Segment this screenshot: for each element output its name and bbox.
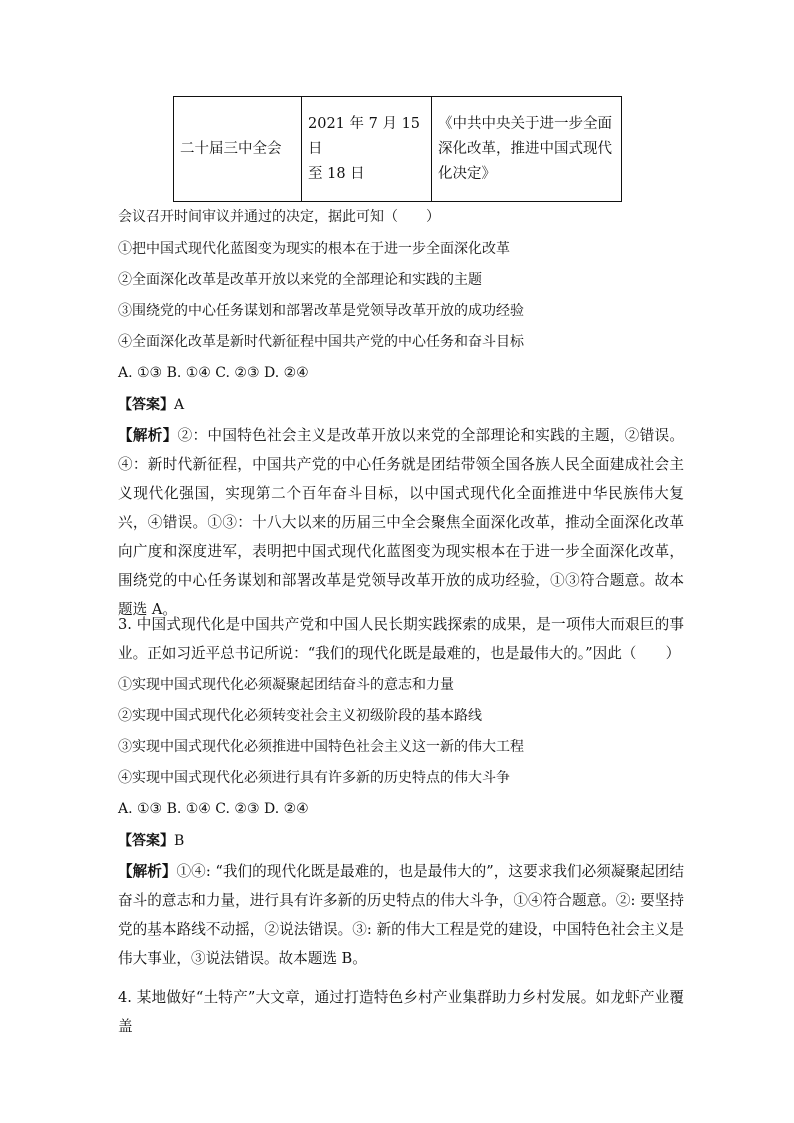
q2-option-2: ②全面深化改革是改革开放以来党的全部理论和实践的主题 (118, 272, 482, 288)
answer-label: 【答案】 (118, 833, 174, 849)
answer-value: A (174, 397, 185, 413)
q3-option-4: ④实现中国式现代化必须进行具有许多新的历史特点的伟大斗争 (118, 770, 510, 786)
q2-option-1: ①把中国式现代化蓝图变为现实的根本在于进一步全面深化改革 (118, 241, 510, 257)
q4-stem: 4. 某地做好“土特产”大文章，通过打造特色乡村产业集群助力乡村发展。如龙虾产业覆盖 (118, 989, 684, 1035)
meeting-document-cell: 《中共中央关于进一步全面深化改革，推进中国式现代化决定》 (432, 97, 622, 202)
analysis-label: 【解析】 (118, 427, 178, 444)
date-line-2: 至 18 日 (308, 165, 365, 182)
analysis-text: ①④: “我们的现代化既是最难的，也是最伟大的”，这要求我们必须凝聚起团结奋斗的意志和力量，进行具有许多新的历史特点的伟大斗争，①④符合题意。②: 要坚持党的基本路线不动摇，②说法错误。③: 新的伟大工程是党的建设，中国特色社会主义是伟大事业，③说法错误。故本题选 B。 (118, 863, 684, 967)
q2-option-3: ③围绕党的中心任务谋划和部署改革是党领导改革开放的成功经验 (118, 303, 524, 319)
analysis-label: 【解析】 (118, 863, 177, 880)
q2-stem: 会议召开时间审议并通过的决定，据此可知（ ） (118, 209, 440, 225)
q2-answer (118, 395, 184, 415)
q3-choices: A. ①③ B. ①④ C. ②③ D. ②④ (118, 801, 309, 817)
q3-stem: 3. 中国式现代化是中国共产党和中国人民长期实践探索的成果，是一项伟大而艰巨的事业。正如习近平总书记所说：“我们的现代化既是最难的，也是最伟大的。”因此（ ） (118, 616, 684, 662)
q2-choices: A. ①③ B. ①④ C. ②③ D. ②④ (118, 365, 309, 381)
q3-analysis (118, 857, 684, 973)
q3-option-2: ②实现中国式现代化必须转变社会主义初级阶段的基本路线 (118, 708, 482, 724)
date-line-1: 2021 年 7 月 15 日 (308, 115, 421, 157)
meeting-date-cell (302, 97, 432, 202)
meeting-name-cell: 二十届三中全会 (174, 97, 302, 202)
meeting-table (173, 96, 622, 202)
q3-option-3: ③实现中国式现代化必须推进中国特色社会主义这一新的伟大工程 (118, 739, 524, 755)
q2-option-4: ④全面深化改革是新时代新征程中国共产党的中心任务和奋斗目标 (118, 334, 524, 350)
analysis-text: ②：中国特色社会主义是改革开放以来党的全部理论和实践的主题，②错误。④：新时代新征程，中国共产党的中心任务就是团结带领全国各族人民全面建成社会主义现代化强国，实现第二个百年奋斗目标，以中国式现代化全面推进中华民族伟大复兴，④错误。①③：十八大以来的历届三中全会聚焦全面深化改革，推动全面深化改革向广度和深度进军，表明把中国式现代化蓝图变为现实根本在于进一步全面深化改革，围绕党的中心任务谋划和部署改革是党领导改革开放的成功经验，①③符合题意。故本题选 A。 (118, 427, 684, 618)
q3-answer (118, 831, 184, 851)
table-row (174, 97, 622, 202)
q2-analysis (118, 421, 684, 624)
answer-value: B (174, 833, 185, 849)
q3-option-1: ①实现中国式现代化必须凝聚起团结奋斗的意志和力量 (118, 677, 454, 693)
answer-label: 【答案】 (118, 397, 174, 413)
